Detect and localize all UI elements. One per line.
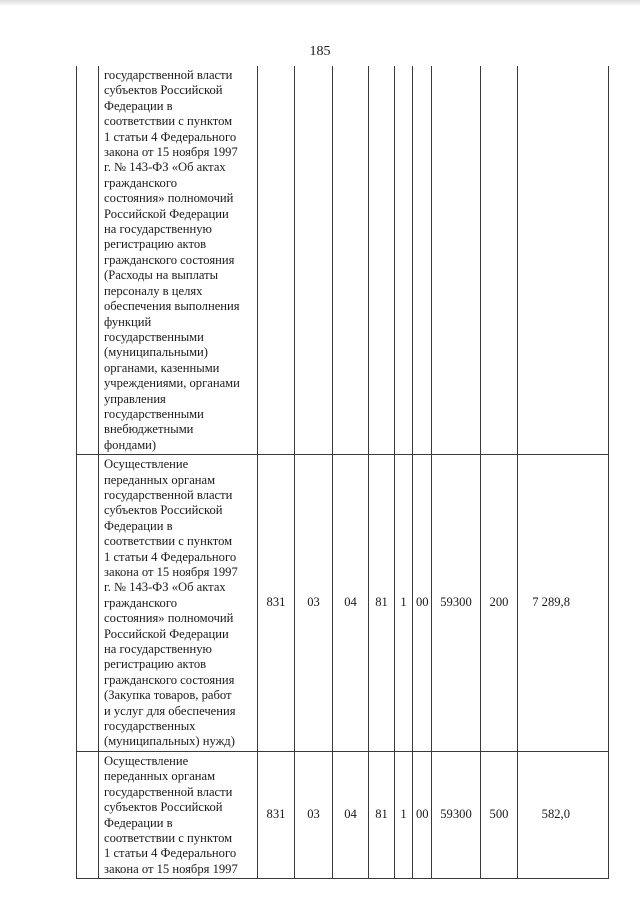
name-line: (Расходы на выплаты [104, 268, 219, 283]
name-line: обеспечения выполнения [104, 299, 240, 314]
name-line: 1 статьи 4 Федерального [104, 129, 237, 144]
name-text [104, 68, 253, 453]
name-text [104, 754, 253, 877]
target-code: 59300 [432, 455, 481, 752]
name-line: соответствии с пунктом [104, 534, 233, 549]
table-row [77, 66, 609, 455]
name-line: государственных [104, 719, 196, 734]
subsection-code: 04 [333, 455, 369, 752]
subprogram-code [395, 66, 413, 455]
name-line: (Закупка товаров, работ [104, 688, 232, 703]
name-line: регистрацию актов [104, 237, 207, 252]
name-line: (муниципальными) [104, 345, 208, 360]
name-line: Российской Федерации [104, 206, 229, 221]
name-line: государственной власти [104, 68, 233, 82]
budget-table [76, 66, 609, 879]
name-line: гражданского [104, 175, 178, 190]
name-line: государственными [104, 406, 204, 421]
name-line: фондами) [104, 437, 157, 452]
name-line: закона от 15 ноября 1997 [104, 565, 238, 579]
amount: 7 289,8 [518, 455, 609, 752]
expense-type-code: 200 [481, 455, 518, 752]
direction-code [413, 66, 432, 455]
name-line: Российской Федерации [104, 626, 229, 641]
name-line: регистрацию актов [104, 657, 207, 672]
program-code: 81 [369, 751, 395, 878]
name-line: на государственную [104, 642, 212, 657]
name-line: на государственную [104, 222, 212, 237]
name-line: государственными [104, 329, 204, 344]
subprogram-code: 1 [395, 751, 413, 878]
ministry-code: 831 [258, 751, 295, 878]
name-line: гражданского состояния [104, 672, 235, 687]
ministry-code [258, 66, 295, 455]
name-cell [99, 455, 258, 752]
subsection-code: 04 [333, 751, 369, 878]
row-number-cell [77, 66, 99, 455]
name-cell [99, 66, 258, 455]
name-line: Осуществление [104, 457, 189, 472]
row-number-cell [77, 751, 99, 878]
name-line: Федерации в [104, 815, 173, 830]
name-line: 1 статьи 4 Федерального [104, 846, 237, 861]
name-line: персоналу в целях [104, 283, 203, 298]
name-line: гражданского состояния [104, 252, 235, 267]
table-row [77, 751, 609, 878]
name-line: состояния» полномочий [104, 611, 234, 626]
name-cell [99, 751, 258, 878]
program-code [369, 66, 395, 455]
name-line: управления [104, 391, 166, 406]
name-line: функций [104, 314, 152, 329]
name-line: гражданского [104, 595, 178, 610]
name-line: переданных органам [104, 769, 216, 784]
name-line: переданных органам [104, 472, 216, 487]
expense-type-code [481, 66, 518, 455]
section-code [295, 66, 333, 455]
section-code: 03 [295, 751, 333, 878]
scan-edge [0, 0, 640, 6]
row-number-cell [77, 455, 99, 752]
table-row [77, 455, 609, 752]
page-number: 185 [309, 44, 331, 59]
name-line: 1 статьи 4 Федерального [104, 549, 237, 564]
name-line: внебюджетными [104, 422, 194, 437]
name-line: государственной власти [104, 784, 233, 799]
amount: 582,0 [518, 751, 609, 878]
section-code: 03 [295, 455, 333, 752]
name-line: Федерации в [104, 518, 173, 533]
subsection-code [333, 66, 369, 455]
name-line: и услуг для обеспечения [104, 703, 236, 718]
ministry-code: 831 [258, 455, 295, 752]
name-line: учреждениями, органами [104, 376, 240, 391]
name-line: Осуществление [104, 753, 189, 768]
name-line: (муниципальных) нужд) [104, 734, 235, 749]
amount [518, 66, 609, 455]
name-line: органами, казенными [104, 360, 220, 375]
name-line: закона от 15 ноября 1997 [104, 861, 238, 876]
direction-code: 00 [413, 455, 432, 752]
program-code: 81 [369, 455, 395, 752]
name-text [104, 457, 253, 750]
subprogram-code: 1 [395, 455, 413, 752]
expense-type-code: 500 [481, 751, 518, 878]
name-line: закона от 15 ноября 1997 [104, 145, 238, 160]
direction-code: 00 [413, 751, 432, 878]
name-line: г. № 143-ФЗ «Об актах [104, 160, 226, 175]
name-line: соответствии с пунктом [104, 114, 233, 129]
name-line: субъектов Российской [104, 800, 223, 815]
name-line: г. № 143-ФЗ «Об актах [104, 580, 226, 595]
name-line: субъектов Российской [104, 83, 223, 98]
target-code: 59300 [432, 751, 481, 878]
name-line: Федерации в [104, 98, 173, 113]
name-line: государственной власти [104, 487, 233, 502]
name-line: состояния» полномочий [104, 191, 234, 206]
name-line: соответствии с пунктом [104, 830, 233, 845]
name-line: субъектов Российской [104, 503, 223, 518]
target-code [432, 66, 481, 455]
